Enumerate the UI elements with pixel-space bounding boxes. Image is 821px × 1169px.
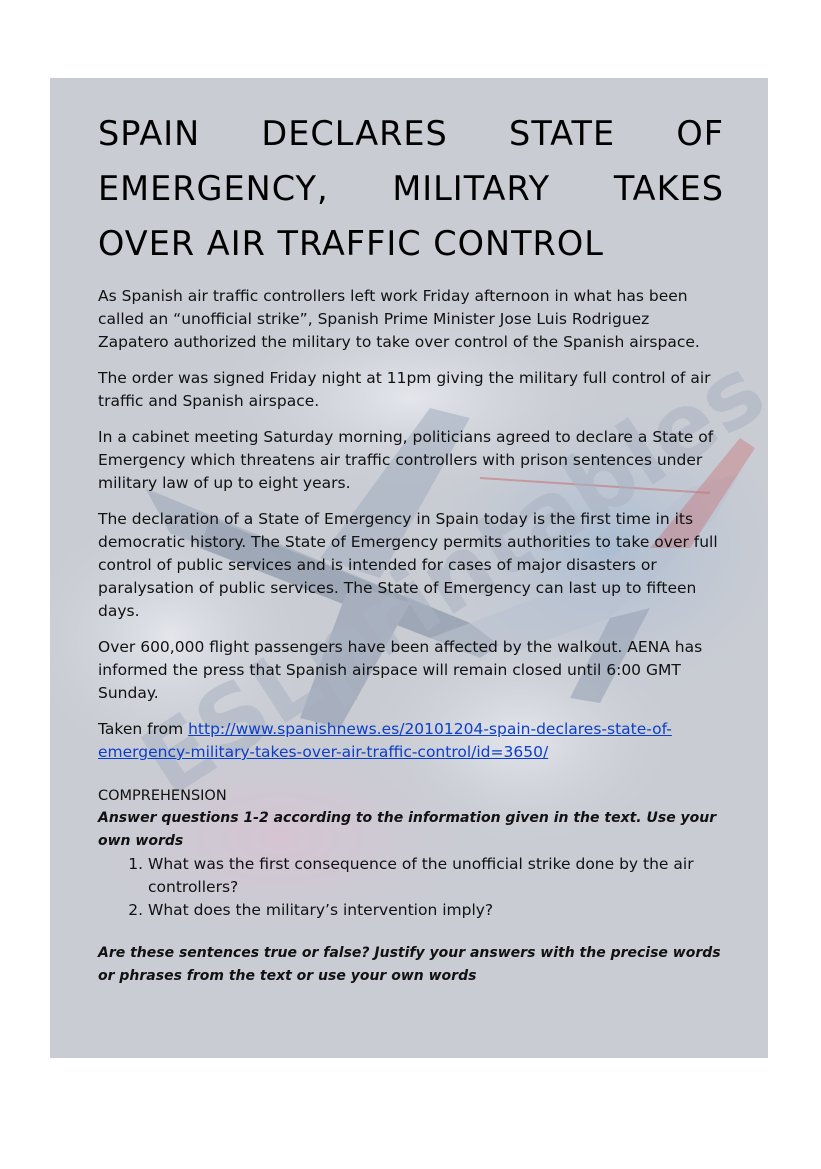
source-citation (98, 718, 724, 764)
source-prefix: Taken from (98, 720, 189, 738)
question-item: 1. What was the first consequence of the unofficial strike done by the air controllers? (148, 853, 724, 899)
article-paragraph: As Spanish air traffic controllers left work Friday afternoon in what has been called an “unofficial strike”, Spanish Prime Minister Jose Luis Rodriguez Zapatero authorized the military to take over control of the Spanish airspace. (98, 287, 700, 351)
worksheet-content (98, 106, 724, 988)
article-paragraph: The declaration of a State of Emergency in Spain today is the first time in its democratic history. The State of Emergency permits authorities to take over full control of public services and is intended for cases of major disasters or paralysation of public services. The State of Emergency can last up to fifteen days. (98, 510, 718, 620)
question-list (98, 853, 724, 922)
article-paragraph: Over 600,000 flight passengers have been affected by the walkout. AENA has informed the press that Spanish airspace will remain closed until 6:00 GMT Sunday. (98, 638, 703, 702)
question-item: 2. What does the military’s intervention imply? (148, 899, 724, 922)
article-title: SPAIN DECLARES STATE OF EMERGENCY, MILITARY TAKES OVER AIR TRAFFIC CONTROL (98, 114, 724, 263)
instruction-text: Are these sentences true or false? Justify your answers with the precise words or phrases from the text or use your own words (98, 945, 721, 984)
instruction-text: Answer questions 1-2 according to the information given in the text. Use your own words (98, 810, 717, 849)
article-paragraph: In a cabinet meeting Saturday morning, politicians agreed to declare a State of Emergency which threatens air traffic controllers with prison sentences under military law of up to eight years. (98, 428, 714, 492)
source-link[interactable]: http://www.spanishnews.es/20101204-spain-declares-state-of-emergency-military-takes-over-air-traffic-control/id=3650/ (98, 720, 672, 761)
article-paragraph: The order was signed Friday night at 11pm giving the military full control of air traffic and Spanish airspace. (98, 369, 711, 410)
comprehension-heading: COMPREHENSION (98, 788, 227, 804)
worksheet-panel (50, 78, 768, 1058)
